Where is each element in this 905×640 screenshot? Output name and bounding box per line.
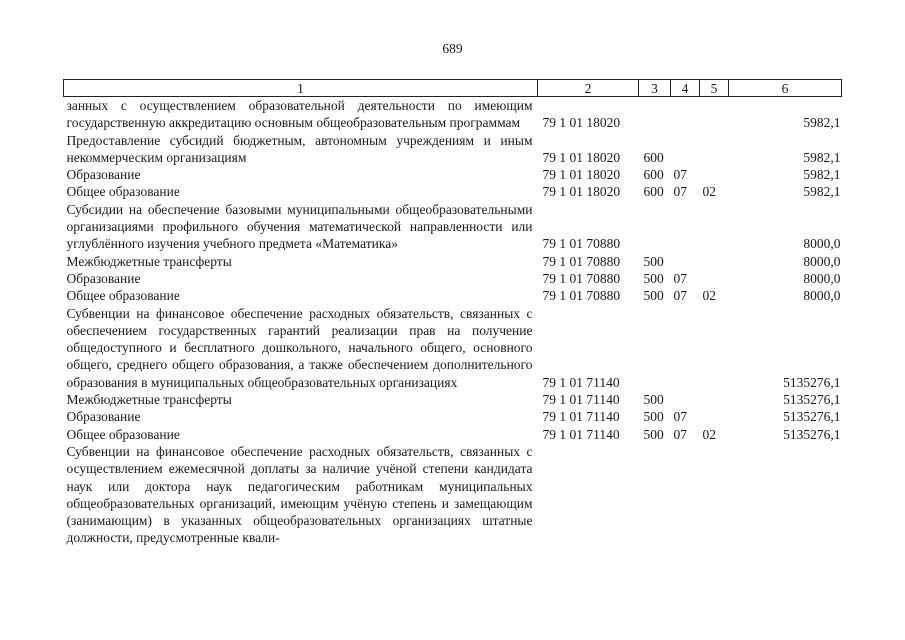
row-section: 07 (673, 167, 687, 183)
row-name: Субсидии на обеспечение базовыми муниципальными общеобразовательными организациями профильного обучения математической направленности или углублённого изучения учебного предмета «Математика» (66, 201, 533, 252)
row-sum: 8000,0 (803, 236, 841, 252)
row-subsection (700, 97, 729, 132)
row-sum: 5982,1 (803, 167, 841, 183)
row-code: 79 1 01 18020 (542, 167, 621, 183)
table-row (64, 166, 842, 183)
row-type (639, 305, 671, 391)
row-name: Общее образование (66, 288, 180, 304)
row-section: 07 (673, 288, 687, 304)
row-code: 79 1 01 71140 (542, 374, 620, 390)
row-section: 07 (673, 270, 687, 286)
row-subsection: 02 (702, 288, 716, 304)
row-code: 79 1 01 70880 (542, 288, 621, 304)
row-sum: 8000,0 (803, 288, 841, 304)
row-type (639, 97, 671, 132)
row-type (639, 201, 671, 253)
row-section (671, 201, 700, 253)
row-subsection (700, 305, 729, 391)
row-type (639, 443, 671, 547)
row-type: 500 (643, 270, 664, 286)
row-code: 79 1 01 70880 (542, 270, 621, 286)
table-row (64, 253, 842, 270)
table-row (64, 97, 842, 132)
row-sum: 5135276,1 (783, 426, 841, 442)
table-row (64, 132, 842, 167)
row-type: 500 (643, 253, 664, 269)
table-row (64, 183, 842, 200)
table-row (64, 443, 842, 547)
row-subsection: 02 (702, 184, 716, 200)
column-header-6: 6 (729, 80, 842, 97)
row-subsection (700, 132, 729, 167)
page-number: 689 (442, 41, 463, 56)
row-sum: 5135276,1 (783, 409, 841, 425)
row-section: 07 (673, 409, 687, 425)
row-section (671, 443, 700, 547)
row-name: Субвенции на финансовое обеспечение расходных обязательств, связанных с осуществлением ежемесячной доплаты за наличие учёной степени кандидата наук или доктора наук педагогическим работникам муниципальных общеобразовательных организаций, имеющим учёную степень и замещающим (занимающим) в указанных общеобразовательных организациях штатные должности, предусмотренные квали- (66, 443, 533, 546)
table-row (64, 408, 842, 425)
row-section (671, 391, 700, 408)
row-sum: 5135276,1 (783, 374, 841, 390)
row-name: Предоставление субсидий бюджетным, автономным учреждениям и иным некоммерческим организациям (66, 132, 533, 165)
row-subsection (700, 391, 729, 408)
row-code: 79 1 01 18020 (542, 149, 621, 165)
row-code: 79 1 01 18020 (542, 184, 621, 200)
row-code: 79 1 01 70880 (542, 236, 621, 252)
table-row (64, 287, 842, 304)
row-sum: 5982,1 (803, 115, 841, 131)
row-name: занных с осуществлением образовательной деятельности по имеющим государственную аккредитацию основным общеобразовательным программам (66, 98, 533, 131)
row-type: 500 (643, 409, 664, 425)
row-sum: 8000,0 (803, 270, 841, 286)
row-name: Образование (66, 409, 141, 425)
row-code: 79 1 01 71140 (542, 392, 620, 408)
row-subsection (700, 408, 729, 425)
row-name: Общее образование (66, 184, 180, 200)
table-row (64, 391, 842, 408)
table-row (64, 426, 842, 443)
table-row (64, 305, 842, 391)
row-section (671, 97, 700, 132)
row-code: 79 1 01 18020 (542, 115, 621, 131)
row-name: Образование (66, 270, 141, 286)
row-subsection (700, 201, 729, 253)
column-header-5: 5 (700, 80, 729, 97)
row-name: Субвенции на финансовое обеспечение расходных обязательств, связанных с обеспечением государственных гарантий реализации прав на получение общедоступного и бесплатного дошкольного, начального общего, основного общего, среднего общего образования, а также обеспечением дополнительного образования в муниципальных общеобразовательных организациях (66, 305, 533, 390)
row-section (671, 253, 700, 270)
column-number-row (64, 80, 842, 97)
row-code: 79 1 01 71140 (542, 426, 620, 442)
column-header-2: 2 (538, 80, 639, 97)
row-name: Образование (66, 167, 141, 183)
column-header-1: 1 (64, 80, 538, 97)
row-section (671, 305, 700, 391)
row-type: 600 (643, 149, 664, 165)
row-subsection: 02 (702, 426, 716, 442)
row-type: 600 (643, 167, 664, 183)
row-sum (729, 443, 842, 547)
row-subsection (700, 270, 729, 287)
row-code (538, 443, 639, 547)
row-sum: 8000,0 (803, 253, 841, 269)
row-sum: 5982,1 (803, 149, 841, 165)
row-sum: 5135276,1 (783, 392, 841, 408)
row-code: 79 1 01 71140 (542, 409, 620, 425)
column-header-4: 4 (671, 80, 700, 97)
row-section (671, 132, 700, 167)
row-name: Межбюджетные трансферты (66, 253, 232, 269)
row-sum: 5982,1 (803, 184, 841, 200)
table-row (64, 201, 842, 253)
row-type: 500 (643, 288, 664, 304)
row-type: 500 (643, 392, 664, 408)
row-name: Общее образование (66, 426, 180, 442)
row-name: Межбюджетные трансферты (66, 392, 232, 408)
table-row (64, 270, 842, 287)
row-subsection (700, 443, 729, 547)
column-header-3: 3 (639, 80, 671, 97)
row-section: 07 (673, 426, 687, 442)
budget-table (63, 79, 842, 547)
row-section: 07 (673, 184, 687, 200)
row-subsection (700, 166, 729, 183)
row-subsection (700, 253, 729, 270)
row-type: 500 (643, 426, 664, 442)
row-code: 79 1 01 70880 (542, 253, 621, 269)
row-type: 600 (643, 184, 664, 200)
